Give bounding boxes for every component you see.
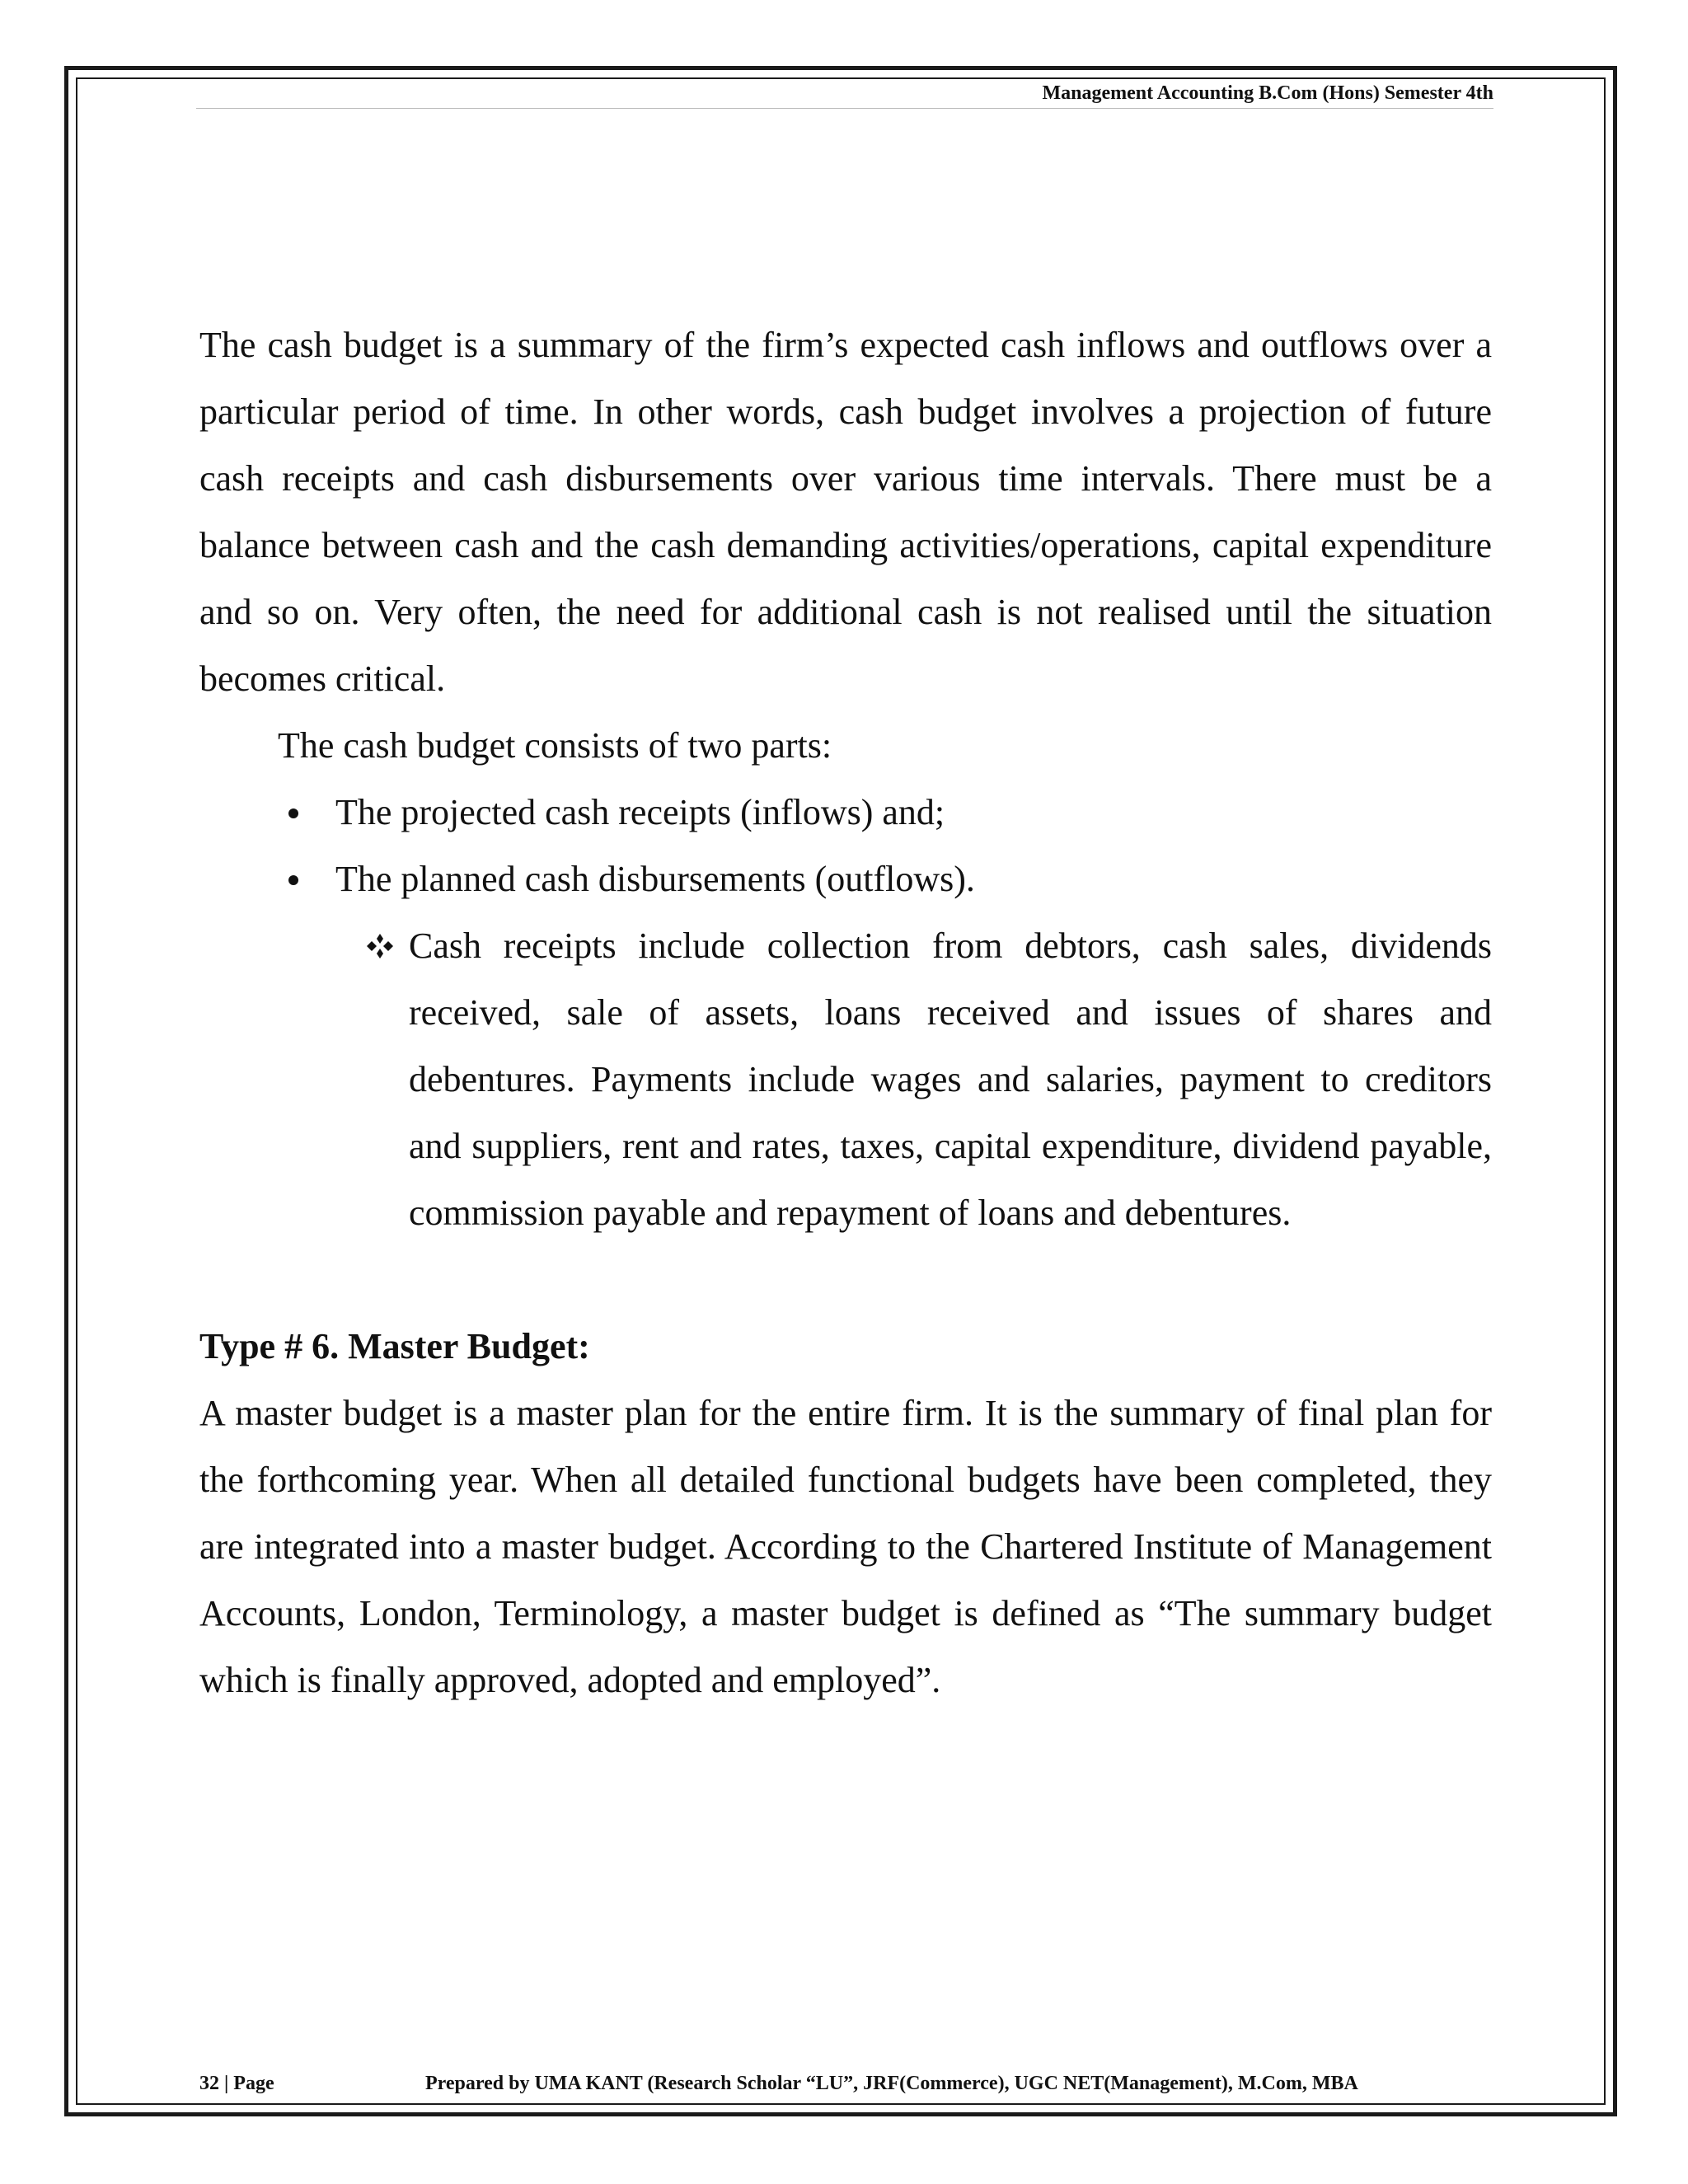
- author-credit: Prepared by UMA KANT (Research Scholar “LU”, JRF(Commerce), UGC NET(Management), M.Com, MBA: [425, 2073, 1358, 2094]
- section-heading: Type # 6. Master Budget:: [199, 1326, 590, 1366]
- list-item: [199, 846, 1492, 912]
- parts-list: [199, 779, 1492, 912]
- detail-item: [199, 912, 1492, 1246]
- page-footer: [196, 2069, 1493, 2098]
- list-item: [199, 779, 1492, 846]
- detail-item-text: Cash receipts include collection from debtors, cash sales, dividends received, sale of assets, loans received and issues of shares and debentures. Payments include wages and salaries, payment to creditors and suppliers, rent and rates, taxes, capital expenditure, dividend payable, commission payable and repayment of loans and debentures.: [409, 926, 1492, 1233]
- bullet-dot-icon: [288, 808, 298, 818]
- section-spacer: [199, 1246, 1492, 1313]
- section-paragraph: A master budget is a master plan for the entire firm. It is the summary of final plan for the forthcoming year. When all detailed functional budgets have been completed, they are integrated into a master budget. According to the Chartered Institute of Management Accounts, London, Terminology, a master budget is defined as “The summary budget which is finally approved, adopted and employed”.: [199, 1393, 1492, 1700]
- parts-intro: The cash budget consists of two parts:: [278, 725, 832, 766]
- four-diamond-icon: [361, 912, 399, 979]
- page-body: [199, 312, 1492, 1713]
- header-divider: [196, 108, 1493, 109]
- bullet-dot-icon: [288, 875, 298, 885]
- list-item-text: The projected cash receipts (inflows) and;: [335, 792, 945, 832]
- running-header: Management Accounting B.Com (Hons) Semester 4th: [1042, 82, 1493, 104]
- intro-paragraph: The cash budget is a summary of the firm’s expected cash inflows and outflows over a particular period of time. In other words, cash budget involves a projection of future cash receipts and cash disbursements over various time intervals. There must be a balance between cash and the cash demanding activities/operations, capital expenditure and so on. Very often, the need for additional cash is not realised until the situation becomes critical.: [199, 325, 1492, 699]
- page-number: 32 | Page: [199, 2073, 274, 2094]
- list-item-text: The planned cash disbursements (outflows).: [335, 859, 975, 899]
